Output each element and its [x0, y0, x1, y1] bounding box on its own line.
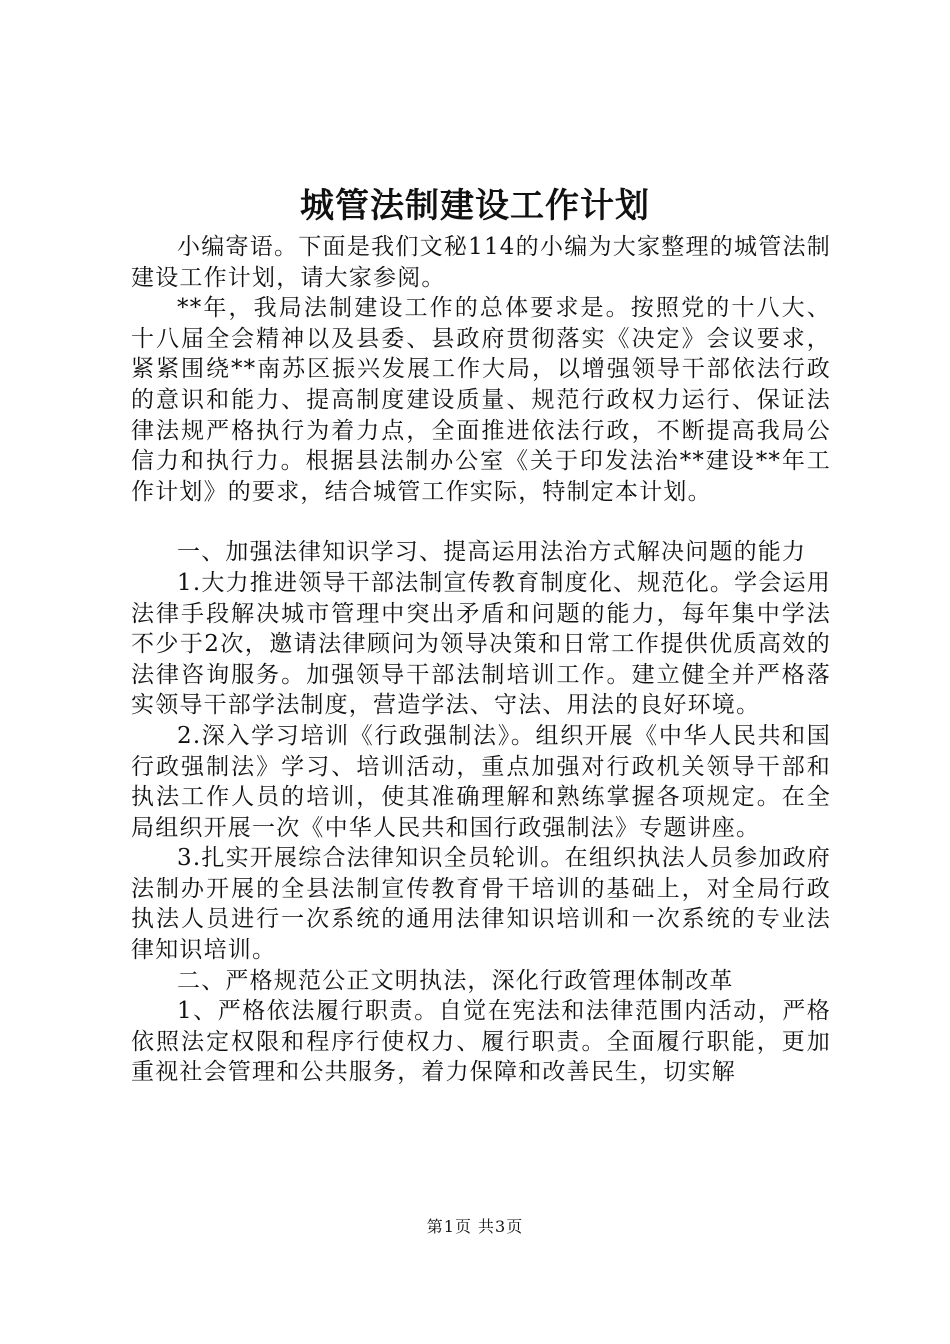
intro-paragraph: 小编寄语。下面是我们文秘114的小编为大家整理的城管法制建设工作计划，请大家参阅。	[131, 234, 831, 291]
section-2-item-1: 1、严格依法履行职责。自觉在宪法和法律范围内活动，严格依照法定权限和程序行使权力、履行职责。全面履行职能，更加重视社会管理和公共服务，着力保障和改善民生，切实解	[131, 998, 831, 1086]
section-1-item-3: 3.扎实开展综合法律知识全员轮训。在组织执法人员参加政府法制办开展的全县法制宣传教育骨干培训的基础上，对全局行政执法人员进行一次系统的通用法律知识培训和一次系统的专业法律知识培训。	[131, 845, 831, 964]
page-title: 城管法制建设工作计划	[300, 186, 650, 226]
section-heading-1: 一、加强法律知识学习、提高运用法治方式解决问题的能力	[177, 539, 807, 566]
overview-paragraph: **年，我局法制建设工作的总体要求是。按照党的十八大、十八届全会精神以及县委、县政府贯彻落实《决定》会议要求，紧紧围绕**南苏区振兴发展工作大局，以增强领导干部依法行政的意识和能力、提高制度建设质量、规范行政权力运行、保证法律法规严格执行为着力点，全面推进依法行政，不断提高我局公信力和执行力。根据县法制办公室《关于印发法治**建设**年工作计划》的要求，结合城管工作实际，特制定本计划。	[131, 295, 831, 505]
page-footer: 第1页 共3页	[426, 1217, 524, 1236]
document-body	[131, 232, 831, 1088]
section-1-item-2: 2.深入学习培训《行政强制法》。组织开展《中华人民共和国行政强制法》学习、培训活动，重点加强对行政机关领导干部和执法工作人员的培训，使其准确理解和熟练掌握各项规定。在全局组织开展一次《中华人民共和国行政强制法》专题讲座。	[131, 722, 831, 841]
section-1-item-1: 1.大力推进领导干部法制宣传教育制度化、规范化。学会运用法律手段解决城市管理中突出矛盾和问题的能力，每年集中学法不少于2次，邀请法律顾问为领导决策和日常工作提供优质高效的法律咨询服务。加强领导干部法制培训工作。建立健全并严格落实领导干部学法制度，营造学法、守法、用法的良好环境。	[131, 569, 831, 719]
section-heading-2: 二、严格规范公正文明执法，深化行政管理体制改革	[177, 967, 734, 994]
